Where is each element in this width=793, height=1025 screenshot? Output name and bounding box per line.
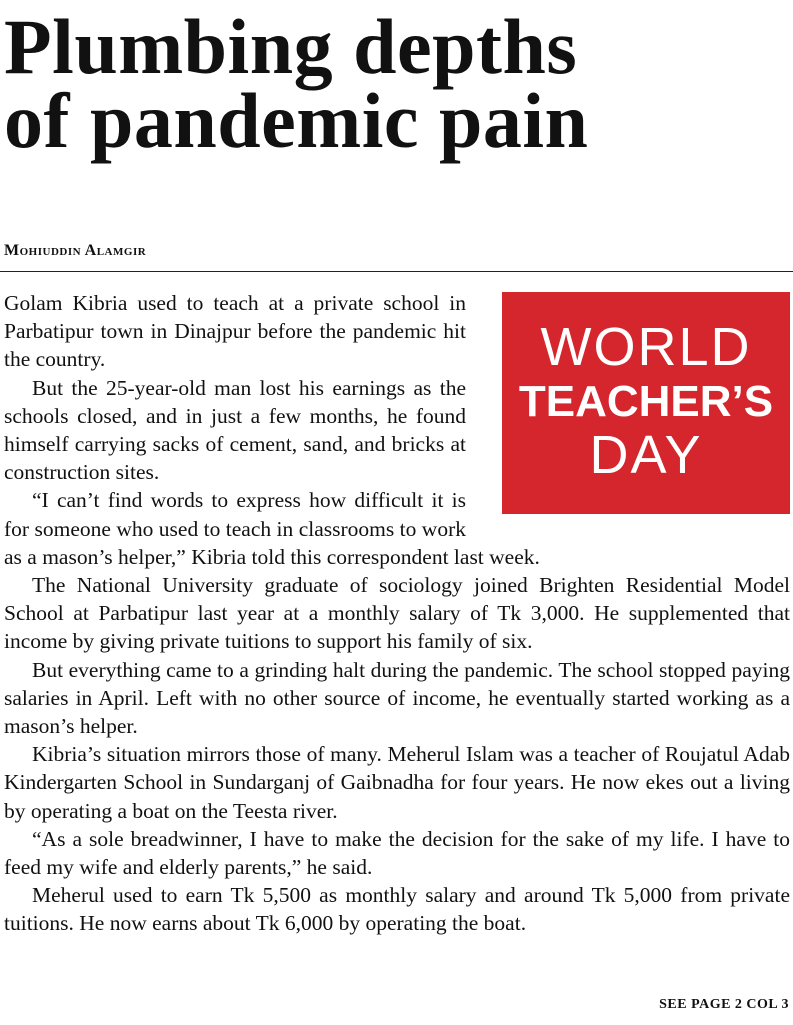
paragraph-5: But everything came to a grinding halt during the pandemic. The school stopped paying salaries in April. Left with no other source of income, he eventually started working as a mason’s helper. — [4, 657, 790, 739]
badge-line-1: WORLD — [540, 317, 752, 377]
continuation-note[interactable]: SEE PAGE 2 COL 3 — [659, 997, 789, 1012]
headline-line-1: Plumbing depths — [4, 3, 578, 90]
headline — [4, 3, 789, 164]
byline: Mohiuddin Alamgir — [4, 242, 147, 259]
paragraph-3: “I can’t find words to express how difficult it is for someone who used to teach in classrooms to work as a mason’s helper,” Kibria told this correspondent last week. — [4, 488, 540, 569]
paragraph-8: Meherul used to earn Tk 5,500 as monthly salary and around Tk 5,000 from private tuitions. He now earns about Tk 6,000 by operating the boat. — [4, 883, 790, 936]
badge-spacer — [466, 289, 790, 527]
badge-line-2: TEACHER’S — [518, 377, 774, 426]
paragraph-6: Kibria’s situation mirrors those of many. Meherul Islam was a teacher of Roujatul Adab Kindergarten School in Sundarganj of Gaibnadha for four years. He now ekes out a living by operating a boat on the Teesta river. — [4, 742, 790, 823]
paragraph-4: The National University graduate of sociology joined Brighten Residential Model School at Parbatipur last year at a monthly salary of Tk 3,000. He supplemented that income by giving private tuitions to support his family of six. — [4, 573, 790, 654]
divider-rule — [0, 271, 793, 272]
paragraph-7: “As a sole breadwinner, I have to make the decision for the sake of my life. I have to feed my wife and elderly parents,” he said. — [4, 826, 790, 880]
badge-line-3: DAY — [589, 425, 703, 485]
paragraph-2: But the 25-year-old man lost his earnings as the schools closed, and in just a few months, he found himself carrying sacks of cement, sand, and bricks at construction sites. — [4, 375, 466, 485]
headline-line-2: of pandemic pain — [4, 77, 589, 164]
article-body — [4, 289, 790, 938]
paragraph-1: Golam Kibria used to teach at a private school in Parbatipur town in Dinajpur before the pandemic hit the country. — [4, 291, 466, 372]
